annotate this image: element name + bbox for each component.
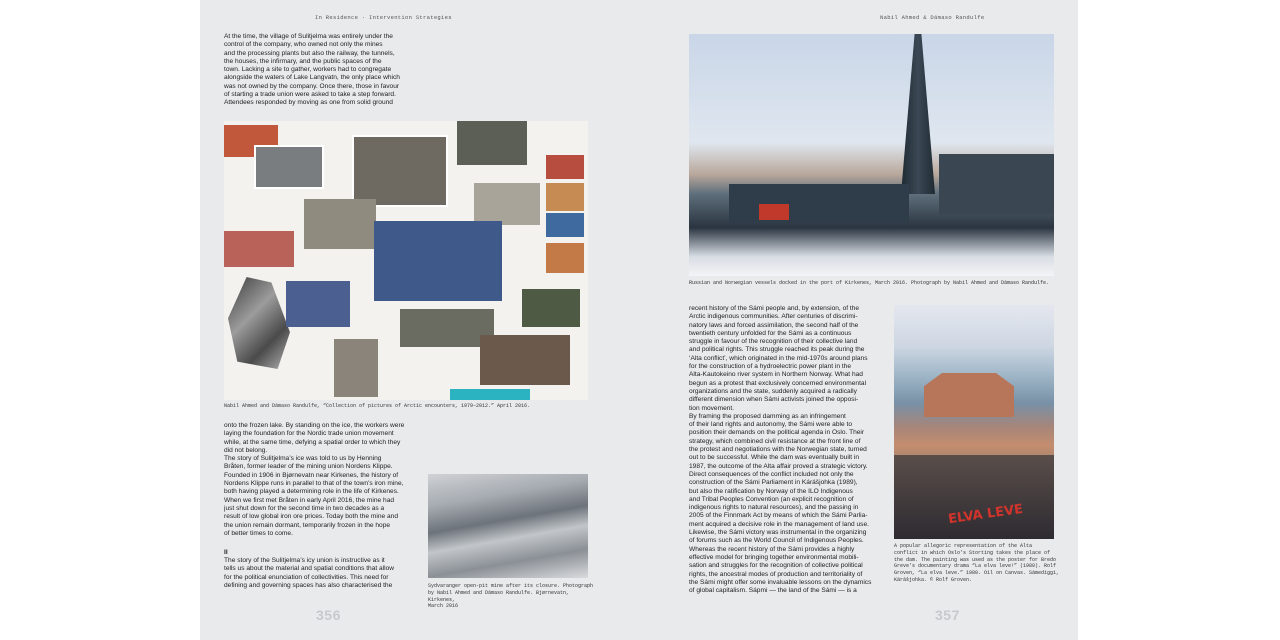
running-head-right: Nabil Ahmed & Dámaso Randulfe bbox=[880, 14, 985, 21]
painting-photo bbox=[894, 305, 1054, 539]
paragraph-section: The story of the Sulitjelma’s icy union is instructive as it tells us about the material and spatial conditions that allow for the political enunciation of collectivities. This need for defining and governing spaces has also characterised the bbox=[224, 557, 395, 589]
collage-tile bbox=[546, 213, 584, 237]
left-page bbox=[200, 0, 639, 640]
collage-tile bbox=[457, 121, 527, 165]
collage-tile bbox=[286, 281, 350, 327]
collage-caption: Nabil Ahmed and Dámaso Randulfe, “Collection of pictures of Arctic encounters, 1979–2012.” April 2016. bbox=[224, 403, 531, 409]
section-numeral: II bbox=[224, 549, 228, 556]
paragraph-main: recent history of the Sámi people and, by extension, of the Arctic indigenous communities. After centuries of discrimi- natory laws and forced assimilation, the second half of the twentieth century unfolded for the Sámi as a continuous struggle in favour of the recognition of their collective land and political rights. This struggle reached its peak during the ‘Alta conflict’, which originated in the mid-1970s around plans for the construction of a hydroelectric power plant in the Alta-Kautokeino river system in Northern Norway. What had begun as a protest that exclusively concerned environmental organizations and the state, suddenly acquired a radically different dimension when Sámi activists joined the opposi- tion movement. By framing the proposed damming as an infringement of their land rights and autonomy, the Sámi were able to position their demands on the political agenda in Oslo. Their strategy, which combined civil resistance at the front line of the protest and negotiations with the Norwegian state, turned out to be successful. While the dam was eventually built in 1987, the outcome of the Alta affair proved a strategic victory. Direct consequences of the conflict included not only the construction of the Sámi Parliament in Kárášjohka (1989), but also the ratification by Norway of the ILO Indigenous and Tribal Peoples Convention (an explicit recognition of indigenous rights to natural resources), and the passing in 2005 of the Finnmark Act by means of which the Sámi Parlia- ment acquired a decisive role in the management of land use. Likewise, the Sámi victory was instrumental in the organizing of forums such as the World Council of Indigenous Peoples. Whereas the recent history of the Sámi provides a highly effective model for bringing together environmental mobili- sation and struggles for the recognition of collective political rights, the ancestral modes of production and territoriality of the Sámi might offer some invaluable lessons on the dynamics of global capitalism. Sápmi — the land of the Sámi — is a bbox=[689, 305, 872, 595]
collage-photo bbox=[224, 121, 588, 400]
painting-caption: A popular allegoric representation of the Alta conflict in which Oslo’s Storting takes the place of the dam. The painting was used as the poster for Bredo Greve’s documentary drama “La elva leve!” (1980). Rolf Groven, “La elva leve.” 1980. Oil on Canvas. Sámediggi, Kárášjohka. © Rolf Groven. bbox=[894, 543, 1060, 583]
harbour-ship bbox=[939, 154, 1054, 214]
right-page bbox=[639, 0, 1078, 640]
page-number-right: 357 bbox=[935, 607, 960, 623]
harbour-flag bbox=[759, 204, 789, 220]
collage-tile bbox=[374, 221, 502, 301]
mine-caption: Sydvaranger open-pit mine after its closure. Photograph by Nabil Ahmed and Dámaso Randulfe. Bjørnevatn, Kirkenes, March 2016 bbox=[428, 583, 594, 610]
book-spread bbox=[200, 0, 1078, 640]
harbour-crane bbox=[901, 34, 935, 194]
painting-building bbox=[924, 373, 1014, 417]
collage-tile bbox=[304, 199, 376, 249]
collage-tile bbox=[474, 183, 540, 225]
collage-tile bbox=[546, 155, 584, 179]
collage-tile bbox=[450, 389, 530, 400]
collage-tile bbox=[352, 135, 448, 207]
painting-banner: ELVA LEVE bbox=[947, 501, 1024, 528]
collage-tile bbox=[334, 339, 378, 397]
running-head-left: In Residence · Intervention Strategies bbox=[315, 14, 452, 21]
paragraph-bottom: onto the frozen lake. By standing on the ice, the workers were laying the foundation for the Nordic trade union movement while, at the same time, defying a spatial order to which they did not belong. The story of Sulitjelma’s ice was told to us by Henning Bråten, former leader of the mining union Nordens Klippe. Founded in 1906 in Bjørnevatn near Kirkenes, the history of Nordens Klippe runs in parallel to that of the town’s iron mine, both having played a determining role in the life of Kirkenes. When we first met Bråten in early April 2016, the mine had just shut down for the second time in two decades as a result of low global iron ore prices. Today both the mine and the union remain dormant, temporarily frozen in the hope of better times to come. bbox=[224, 422, 405, 537]
collage-tile bbox=[546, 243, 584, 273]
mine-photo bbox=[428, 474, 588, 578]
collage-tile bbox=[522, 289, 580, 327]
paragraph-top: At the time, the village of Sulitjelma was entirely under the control of the company, who owned not only the mines and the processing plants but also the railway, the tunnels, the houses, the infirmary, and the public spaces of the town. Lacking a site to gather, workers had to congregate alongside the waters of Lake Langvatn, the only place which was not owned by the company. Once there, those in favour of starting a trade union were asked to take a step forward. Attendees responded by moving as one from solid ground bbox=[224, 33, 400, 107]
collage-tile bbox=[546, 183, 584, 211]
painting-crowd bbox=[894, 455, 1054, 539]
collage-tile bbox=[480, 335, 570, 385]
collage-rock bbox=[228, 277, 290, 369]
harbour-photo bbox=[689, 34, 1054, 276]
page-number-left: 356 bbox=[316, 607, 341, 623]
harbour-ship bbox=[729, 184, 909, 222]
harbour-caption: Russian and Norwegian vessels docked in the port of Kirkenes, March 2016. Photograph by Nabil Ahmed and Dámaso Randulfe. bbox=[689, 280, 1050, 286]
collage-tile bbox=[224, 231, 294, 267]
collage-tile bbox=[254, 145, 324, 189]
